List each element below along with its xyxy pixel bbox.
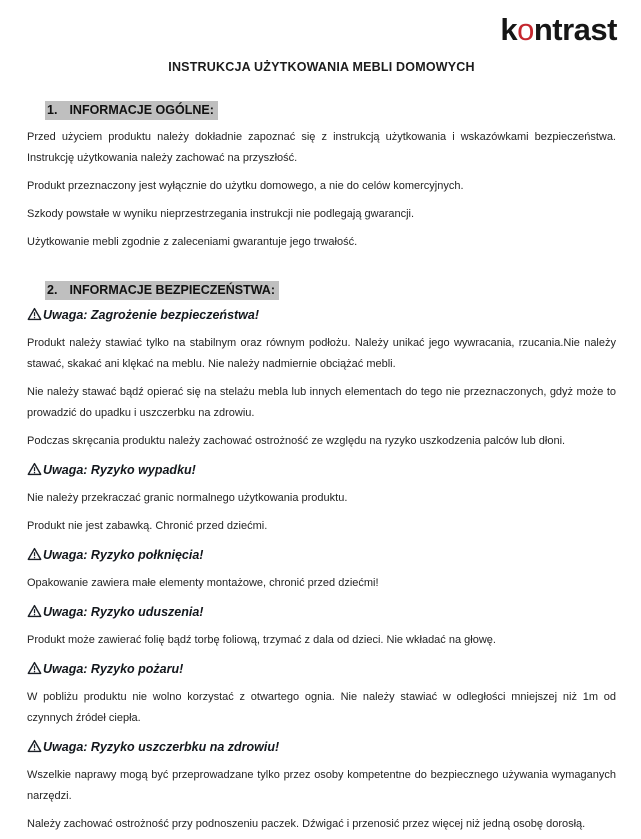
warning-text: Uwaga: Ryzyko pożaru! xyxy=(43,662,184,676)
warning-text: Uwaga: Ryzyko uduszenia! xyxy=(43,605,204,619)
warning-text: Uwaga: Ryzyko wypadku! xyxy=(43,463,196,477)
logo-o-mark: o xyxy=(517,12,534,47)
brand-logo xyxy=(500,14,617,45)
paragraph: Produkt może zawierać folię bądź torbę foliową, trzymać z dala od dzieci. Nie wkładać na głowę. xyxy=(27,634,496,646)
paragraph: Produkt nie jest zabawką. Chronić przed dziećmi. xyxy=(27,520,268,532)
paragraph: Szkody powstałe w wyniku nieprzestrzegania instrukcji nie podlegają gwarancji. xyxy=(27,208,415,220)
warning-triangle-icon xyxy=(27,547,42,561)
warning-triangle-icon xyxy=(27,462,42,476)
warning-heading xyxy=(27,463,616,477)
section-number: 1. xyxy=(47,103,58,117)
logo-text-suffix: ntrast xyxy=(533,12,617,47)
heading-highlight xyxy=(45,101,218,120)
paragraph: Wszelkie naprawy mogą być przeprowadzane tylko przez osoby kompetentne do bezpiecznego używania wymaganych narzędzi. xyxy=(27,769,616,802)
paragraph: Użytkowanie mebli zgodnie z zaleceniami gwarantuje jego trwałość. xyxy=(27,236,358,248)
warning-triangle-icon xyxy=(27,739,42,753)
warning-heading xyxy=(27,740,616,754)
paragraph: Produkt należy stawiać tylko na stabilnym oraz równym podłożu. Należy unikać jego wywracania, rzucania.Nie należy stawać, skakać ani klękać na meblu. Nie należy nadmiernie obciążać mebli. xyxy=(27,337,616,370)
warning-text: Uwaga: Zagrożenie bezpieczeństwa! xyxy=(43,308,260,322)
page-title: INSTRUKCJA UŻYTKOWANIA MEBLI DOMOWYCH xyxy=(168,60,475,74)
warning-triangle-icon xyxy=(27,307,42,321)
warning-text: Uwaga: Ryzyko połknięcia! xyxy=(43,548,204,562)
paragraph: Przed użyciem produktu należy dokładnie zapoznać się z instrukcją użytkowania i wskazówkami bezpieczeństwa. Instrukcję użytkowania należy zachować na przyszłość. xyxy=(27,131,616,164)
paragraph: Produkt przeznaczony jest wyłącznie do użytku domowego, a nie do celów komercyjnych. xyxy=(27,180,464,192)
paragraph: Podczas skręcania produktu należy zachować ostrożność ze względu na ryzyko uszkodzenia palców lub dłoni. xyxy=(27,435,566,447)
warning-heading xyxy=(27,308,616,322)
warning-triangle-icon xyxy=(27,661,42,675)
section-heading xyxy=(45,103,616,117)
warning-heading xyxy=(27,605,616,619)
warning-text: Uwaga: Ryzyko uszczerbku na zdrowiu! xyxy=(43,740,280,754)
section-number: 2. xyxy=(47,283,58,297)
section-heading xyxy=(45,283,616,297)
warning-heading xyxy=(27,662,616,676)
paragraph: Nie należy przekraczać granic normalnego użytkowania produktu. xyxy=(27,492,348,504)
warning-heading xyxy=(27,548,616,562)
heading-highlight xyxy=(45,281,279,300)
paragraph: Nie należy stawać bądź opierać się na stelażu mebla lub innych elementach do tego nie przeznaczonych, gdyż może to prowadzić do upadku i uszczerbku na zdrowiu. xyxy=(27,386,616,419)
document-body xyxy=(27,103,616,835)
section-title: INFORMACJE OGÓLNE: xyxy=(69,103,214,117)
section-title: INFORMACJE BEZPIECZEŃSTWA: xyxy=(69,283,275,297)
logo-text-prefix: k xyxy=(500,12,518,47)
paragraph: Opakowanie zawiera małe elementy montażowe, chronić przed dziećmi! xyxy=(27,577,379,589)
paragraph: Należy zachować ostrożność przy podnoszeniu paczek. Dźwigać i przenosić przez więcej niż jedną osobę dorosłą. xyxy=(27,818,586,830)
warning-triangle-icon xyxy=(27,604,42,618)
paragraph: W pobliżu produktu nie wolno korzystać z otwartego ognia. Nie należy stawiać w odległości mniejszej niż 1m od czynnych źródeł ciepła. xyxy=(27,691,616,724)
